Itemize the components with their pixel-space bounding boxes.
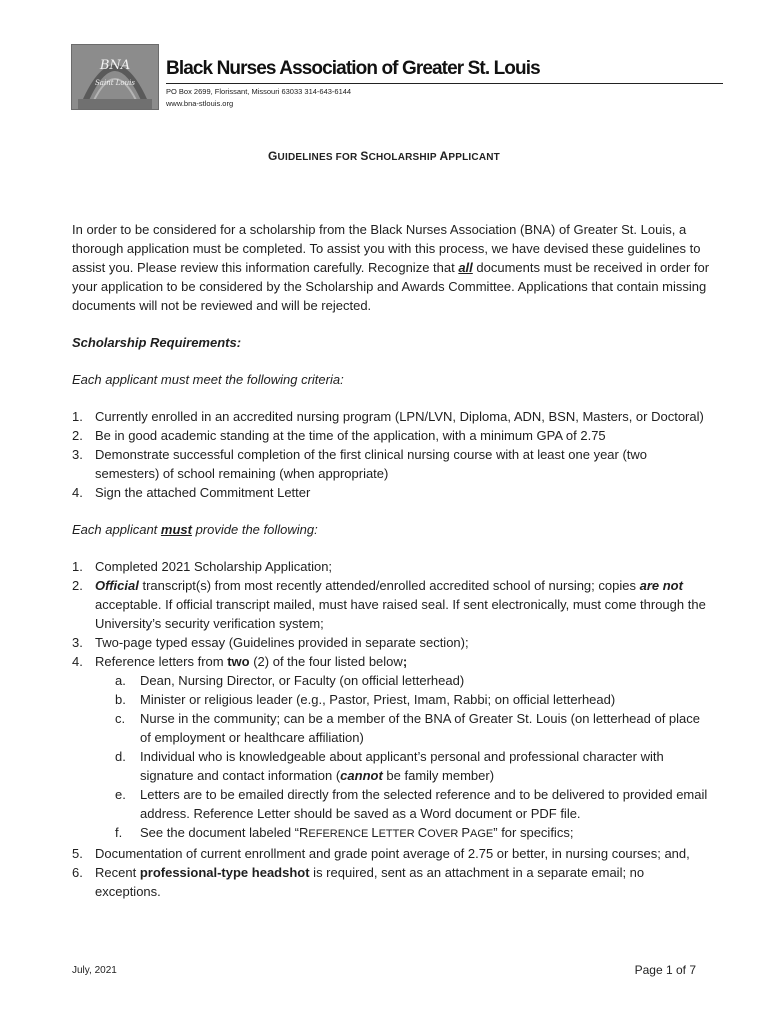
logo-text-top: BNA	[99, 58, 131, 73]
list-item: 4. Sign the attached Commitment Letter	[72, 485, 311, 500]
logo-text-bottom: Saint Louis	[95, 79, 135, 87]
provide-intro: Each applicant must provide the following:	[72, 522, 318, 537]
organization-address: PO Box 2699, Florissant, Missouri 63033 314-643-6144	[166, 87, 352, 96]
sublist-item: b. Minister or religious leader (e.g., Pastor, Priest, Imam, Rabbi; on official letterhead)	[115, 692, 616, 707]
list-item: 3. Two-page typed essay (Guidelines provided in separate section);	[72, 635, 469, 650]
criteria-list	[72, 407, 712, 502]
sublist-item: f. See the document labeled “REFERENCE LETTER COVER PAGE” for specifics;	[115, 825, 574, 840]
bna-logo	[71, 44, 159, 110]
requirements-heading: Scholarship Requirements:	[72, 335, 242, 350]
list-item: 6. Recent professional-type headshot is required, sent as an attachment in a separate email; no exceptions.	[72, 865, 645, 899]
arch-logo-icon	[72, 45, 158, 109]
criteria-intro: Each applicant must meet the following criteria:	[72, 372, 344, 387]
sublist-item: c. Nurse in the community; can be a member of the BNA of Greater St. Louis (on letterhead of place of employment or healthcare affiliation)	[115, 711, 701, 745]
document-title: GUIDELINES FOR SCHOLARSHIP APPLICANT	[268, 149, 500, 163]
list-item: 2. Official transcript(s) from most recently attended/enrolled accredited school of nursing; copies are not acceptable. If official transcript mailed, must have raised seal. If sent electronically, must come through the University’s security verification system;	[72, 578, 706, 631]
reference-sublist	[95, 671, 712, 844]
page-number: Page 1 of 7	[634, 963, 696, 977]
document-body	[72, 220, 712, 901]
sublist-item: d. Individual who is knowledgeable about applicant’s personal and professional character with signature and contact information (cannot be family member)	[115, 749, 664, 783]
provide-list	[72, 557, 712, 901]
list-item: 4. Reference letters from two (2) of the four listed below; a. Dean, Nursing Director, or Faculty (on official letterhead) b. Minister or religious leader (e.g., Pastor, Priest, Imam, Rabbi; on official letterhead) c. Nurse in the community; can be a member of the BNA of Greater St. Louis (on letterhead of place of employment or healthcare affiliation) d. Individual who is knowledgeable about applicant’s personal and professional character with signature and contact information (cannot be family member) e. Letters are to be emailed directly from the selected reference and to be delivered to provided email address. Reference Letter should be saved as a Word document or PDF file. f. See the document labeled “REFERENCE LETTER COVER PAGE” for specifics;	[72, 652, 712, 844]
sublist-item: a. Dean, Nursing Director, or Faculty (on official letterhead)	[115, 673, 465, 688]
organization-website: www.bna-stlouis.org	[166, 99, 234, 108]
list-item: 1. Completed 2021 Scholarship Application;	[72, 559, 333, 574]
list-item: 1. Currently enrolled in an accredited nursing program (LPN/LVN, Diploma, ADN, BSN, Masters, or Doctoral)	[72, 409, 704, 424]
intro-paragraph: In order to be considered for a scholarship from the Black Nurses Association (BNA) of Greater St. Louis, a thorough application must be completed. To assist you with this process, we have devised these guidelines to assist you. Please review this information carefully. Recognize that all documents must be received in order for your application to be considered by the Scholarship and Awards Committee. Applications that contain missing documents will not be reviewed and will be rejected.	[72, 222, 710, 313]
sublist-item: e. Letters are to be emailed directly from the selected reference and to be delivered to provided email address. Reference Letter should be saved as a Word document or PDF file.	[115, 787, 708, 821]
footer-date: July, 2021	[72, 965, 117, 976]
list-item: 2. Be in good academic standing at the time of the application, with a minimum GPA of 2.75	[72, 428, 606, 443]
header-divider	[166, 83, 723, 84]
organization-name: Black Nurses Association of Greater St. Louis	[166, 58, 540, 79]
list-item: 3. Demonstrate successful completion of the first clinical nursing course with at least one year (two semesters) of school remaining (when appropriate)	[72, 447, 648, 481]
list-item: 5. Documentation of current enrollment and grade point average of 2.75 or better, in nursing courses; and,	[72, 846, 690, 861]
